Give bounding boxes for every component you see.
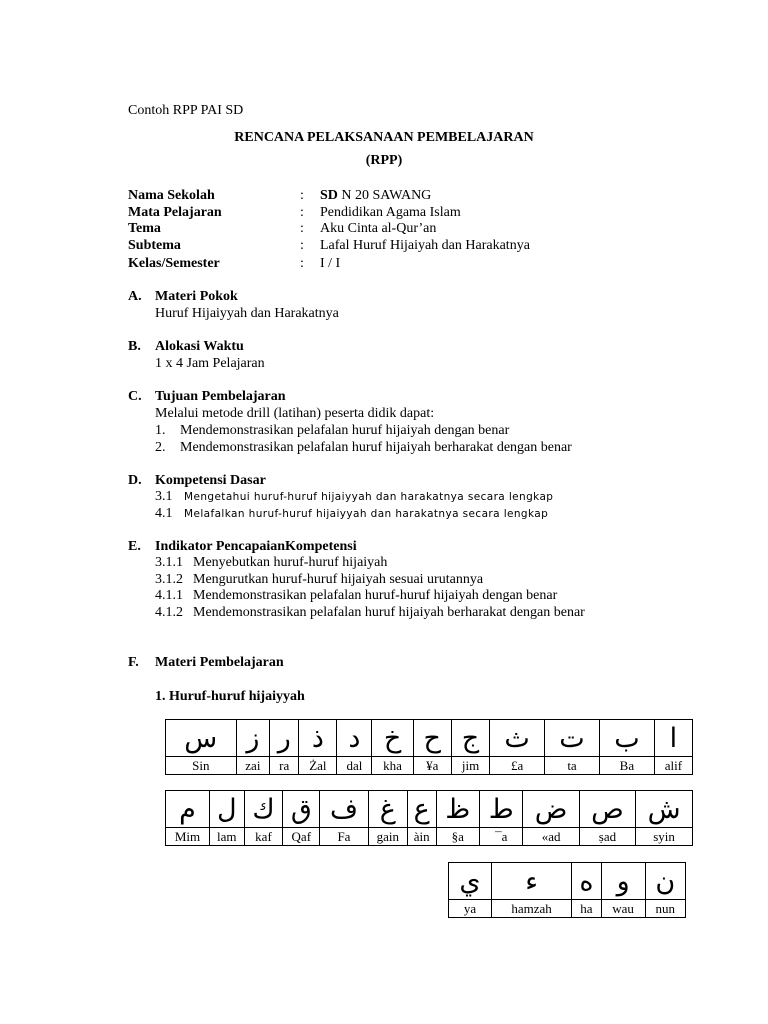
arabic-letter-cell: ذ	[299, 720, 337, 757]
arabic-letter-cell: ك	[244, 791, 283, 828]
arabic-letter-cell: ض	[523, 791, 579, 828]
section-letter: F.	[128, 655, 139, 670]
identity-colon: :	[300, 256, 304, 271]
section-body: Huruf Hijaiyyah dan Harakatnya	[155, 306, 339, 321]
list-number: 4.1	[155, 506, 173, 521]
letter-name-cell: £a	[490, 757, 545, 775]
list-number: 3.1.2	[155, 572, 183, 587]
hijaiyah-table-3	[448, 862, 686, 918]
letter-name-cell: Ba	[599, 757, 654, 775]
identity-label: Nama Sekolah	[128, 188, 215, 203]
section-title: Tujuan Pembelajaran	[155, 389, 286, 404]
letter-name-cell: syin	[636, 828, 693, 846]
list-item: Menyebutkan huruf-huruf hijaiyah	[193, 555, 388, 570]
document-subtitle: (RPP)	[365, 153, 403, 168]
list-number: 1.	[155, 423, 166, 438]
arabic-letter-cell: ج	[451, 720, 489, 757]
arabic-letter-cell: و	[601, 863, 645, 900]
arabic-letter-cell: ط	[479, 791, 522, 828]
identity-colon: :	[300, 221, 304, 236]
list-item: Mendemonstrasikan pelafalan huruf hijaiyah berharakat dengan benar	[180, 440, 572, 455]
identity-value: Pendidikan Agama Islam	[320, 205, 461, 220]
arabic-letter-cell: س	[166, 720, 237, 757]
list-number: 4.1.2	[155, 605, 183, 620]
letter-name-cell: Fa	[320, 828, 369, 846]
letter-name-cell: gain	[368, 828, 407, 846]
letter-name-cell: kaf	[244, 828, 283, 846]
letter-name-cell: lam	[210, 828, 245, 846]
letter-name-cell: kha	[372, 757, 413, 775]
section-letter: C.	[128, 389, 142, 404]
list-number: 3.1.1	[155, 555, 183, 570]
list-item: Mengurutkan huruf-huruf hijaiyah sesuai urutannya	[193, 572, 484, 587]
section-letter: B.	[128, 339, 141, 354]
arabic-letter-cell: ث	[490, 720, 545, 757]
section-title: Indikator PencapaianKompetensi	[155, 539, 357, 554]
list-item: Mendemonstrasikan pelafalan huruf hijaiyah berharakat dengan benar	[193, 605, 585, 620]
letter-name-cell: àin	[407, 828, 436, 846]
identity-value	[320, 188, 431, 204]
arabic-row	[449, 863, 686, 900]
letter-name-cell: ra	[270, 757, 299, 775]
arabic-letter-cell: ت	[545, 720, 600, 757]
arabic-letter-cell: ر	[270, 720, 299, 757]
identity-colon: :	[300, 238, 304, 253]
letter-name-cell: «ad	[523, 828, 579, 846]
identity-label: Kelas/Semester	[128, 256, 220, 271]
arabic-letter-cell: ف	[320, 791, 369, 828]
section-letter: A.	[128, 289, 142, 304]
latin-row	[449, 900, 686, 918]
identity-colon: :	[300, 188, 304, 203]
letter-name-cell: ta	[545, 757, 600, 775]
arabic-letter-cell: ش	[636, 791, 693, 828]
arabic-letter-cell: ل	[210, 791, 245, 828]
arabic-letter-cell: ق	[283, 791, 320, 828]
arabic-letter-cell: ه	[572, 863, 601, 900]
letter-name-cell: ya	[449, 900, 492, 918]
list-number: 4.1.1	[155, 588, 183, 603]
letter-name-cell: §a	[436, 828, 479, 846]
letter-name-cell: Żal	[299, 757, 337, 775]
latin-row	[166, 828, 693, 846]
section-letter: D.	[128, 473, 142, 488]
arabic-letter-cell: ن	[645, 863, 685, 900]
list-item: Mendemonstrasikan pelafalan huruf-huruf hijaiyah dengan benar	[193, 588, 558, 603]
arabic-row	[166, 791, 693, 828]
letter-name-cell: nun	[645, 900, 685, 918]
document-label: Contoh RPP PAI SD	[128, 103, 244, 118]
identity-value-text: N 20 SAWANG	[337, 188, 432, 203]
identity-value: Aku Cinta al-Qur’an	[320, 221, 437, 236]
arabic-letter-cell: غ	[368, 791, 407, 828]
identity-label: Tema	[128, 221, 161, 236]
identity-colon: :	[300, 205, 304, 220]
identity-label: Subtema	[128, 238, 181, 253]
letter-name-cell: ¯a	[479, 828, 522, 846]
letter-name-cell: hamzah	[491, 900, 571, 918]
arabic-letter-cell: د	[337, 720, 372, 757]
letter-name-cell: ¥a	[413, 757, 451, 775]
hijaiyah-table-1	[165, 719, 693, 775]
arabic-letter-cell: ز	[236, 720, 270, 757]
letter-name-cell: alif	[654, 757, 692, 775]
letter-name-cell: wau	[601, 900, 645, 918]
section-body: 1 x 4 Jam Pelajaran	[155, 356, 265, 371]
document-title: RENCANA PELAKSANAAN PEMBELAJARAN	[234, 130, 534, 145]
list-number: 3.1	[155, 489, 173, 504]
letter-name-cell: ṣad	[579, 828, 635, 846]
arabic-letter-cell: ب	[599, 720, 654, 757]
list-item: Mendemonstrasikan pelafalan huruf hijaiyah dengan benar	[180, 423, 510, 438]
identity-label: Mata Pelajaran	[128, 205, 222, 220]
list-item: Mengetahui huruf-huruf hijaiyyah dan harakatnya secara lengkap	[184, 491, 554, 503]
letter-name-cell: Mim	[166, 828, 210, 846]
latin-row	[166, 757, 693, 775]
letter-name-cell: ha	[572, 900, 601, 918]
list-item: Melafalkan huruf-huruf hijaiyyah dan harakatnya secara lengkap	[184, 508, 549, 520]
list-number: 2.	[155, 440, 166, 455]
arabic-letter-cell: م	[166, 791, 210, 828]
section-title: Materi Pembelajaran	[155, 655, 284, 670]
letter-name-cell: zai	[236, 757, 270, 775]
section-title: Kompetensi Dasar	[155, 473, 266, 488]
arabic-letter-cell: خ	[372, 720, 413, 757]
arabic-letter-cell: ظ	[436, 791, 479, 828]
letter-name-cell: jim	[451, 757, 489, 775]
identity-value: Lafal Huruf Hijaiyah dan Harakatnya	[320, 238, 530, 253]
letter-name-cell: dal	[337, 757, 372, 775]
section-title: Materi Pokok	[155, 289, 238, 304]
hijaiyah-table-2	[165, 790, 693, 846]
arabic-letter-cell: ء	[491, 863, 571, 900]
arabic-letter-cell: ص	[579, 791, 635, 828]
identity-value-bold: SD	[320, 188, 338, 203]
arabic-letter-cell: ا	[654, 720, 692, 757]
arabic-letter-cell: ع	[407, 791, 436, 828]
section-body: Melalui metode drill (latihan) peserta didik dapat:	[155, 406, 435, 421]
arabic-row	[166, 720, 693, 757]
arabic-letter-cell: ح	[413, 720, 451, 757]
letter-name-cell: Sin	[166, 757, 237, 775]
identity-value: I / I	[320, 256, 341, 271]
section-letter: E.	[128, 539, 141, 554]
section-title: Alokasi Waktu	[155, 339, 244, 354]
letter-name-cell: Qaf	[283, 828, 320, 846]
subsection-title: 1. Huruf-huruf hijaiyyah	[155, 689, 305, 704]
arabic-letter-cell: ي	[449, 863, 492, 900]
